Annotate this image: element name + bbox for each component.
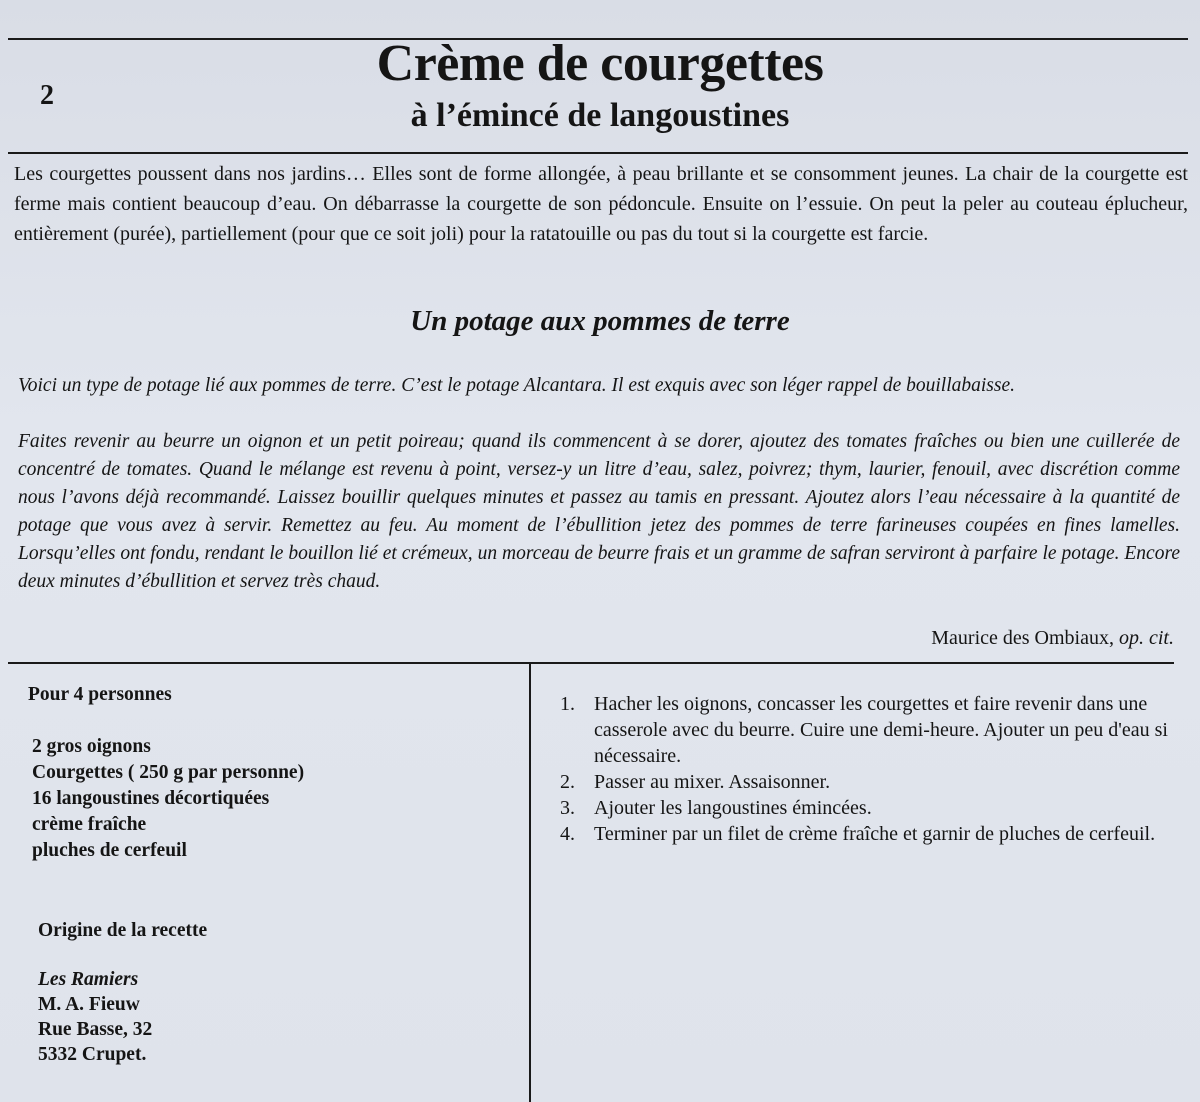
- servings-label: Pour 4 personnes: [28, 684, 172, 705]
- page-subtitle: à l’émincé de langoustines: [410, 97, 790, 134]
- step-text: Terminer par un filet de crème fraîche et garnir de pluches de cerfeuil.: [594, 823, 1156, 845]
- section-rule: [8, 662, 1174, 664]
- step-item: [560, 769, 1174, 795]
- origin-restaurant: Les Ramiers: [38, 969, 139, 990]
- ingredient-item: crème fraîche: [32, 814, 147, 835]
- step-number: 4.: [560, 823, 575, 845]
- step-item: [560, 821, 1174, 847]
- step-item: [560, 795, 1174, 821]
- page-number: 2: [40, 80, 54, 111]
- ingredient-item: pluches de cerfeuil: [32, 840, 187, 861]
- section-title: Un potage aux pommes de terre: [410, 305, 790, 337]
- ingredient-item: Courgettes ( 250 g par personne): [32, 762, 305, 783]
- section-paragraph-1: Voici un type de potage lié aux pommes de terre. C’est le potage Alcantara. Il est exquis avec son léger rappel de bouillabaisse.: [18, 375, 1015, 396]
- citation: [931, 624, 1174, 652]
- citation-reference: op. cit.: [1119, 627, 1174, 649]
- ingredient-item: 16 langoustines décortiquées: [32, 788, 270, 809]
- ingredient-item: 2 gros oignons: [32, 736, 151, 757]
- step-number: 3.: [560, 797, 575, 819]
- steps-list: [560, 691, 1174, 847]
- step-text: Passer au mixer. Assaisonner.: [594, 771, 831, 793]
- step-number: 1.: [560, 693, 575, 715]
- citation-author: Maurice des Ombiaux,: [931, 627, 1114, 649]
- origin-block: [38, 918, 498, 1067]
- column-divider: [529, 663, 531, 1102]
- step-item: [560, 691, 1174, 769]
- step-text: Ajouter les langoustines émincées.: [594, 797, 872, 819]
- intro-paragraph: Les courgettes poussent dans nos jardins… Elles sont de forme allongée, à peau brillante et se consomment jeunes. La chair de la courgette est ferme mais contient beaucoup d’eau. On débarrasse la courgette de son pédoncule. Ensuite on l’essuie. On peut la peler au couteau éplucheur, entièrement (purée), partiellement (pour que ce soit joli) pour la ratatouille ou pas du tout si la courgette est farcie.: [14, 163, 1188, 245]
- title-rule: [8, 152, 1188, 154]
- ingredients-list: [28, 734, 508, 864]
- origin-label: Origine de la recette: [38, 920, 208, 941]
- step-text: Hacher les oignons, concasser les courgettes et faire revenir dans une casserole avec du beurre. Cuire une demi-heure. Ajouter un peu d'eau si nécessaire.: [594, 693, 1168, 767]
- origin-city: 5332 Crupet.: [38, 1044, 147, 1065]
- ingredients-block: [28, 682, 508, 864]
- origin-street: Rue Basse, 32: [38, 1019, 153, 1040]
- origin-chef: M. A. Fieuw: [38, 994, 140, 1015]
- section-paragraph-2: Faites revenir au beurre un oignon et un petit poireau; quand ils commencent à se dorer, ajoutez des tomates fraîches ou bien une cuillerée de concentré de tomates. Quand le mélange est revenu à point, versez-y un litre d’eau, salez, poivrez; thym, laurier, fenouil, avec discrétion comme nous l’avons déjà recommandé. Laissez bouillir quelques minutes et passez au tamis en pressant. Ajoutez alors l’eau nécessaire à la quantité de potage que vous avez à servir. Remettez au feu. Au moment de l’ébullition jetez des pommes de terre farineuses coupées en fines lamelles. Lorsqu’elles ont fondu, rendant le bouillon lié et crémeux, un morceau de beurre frais et un gramme de safran serviront à parfaire le potage. Encore deux minutes d’ébullition et servez très chaud.: [18, 431, 1180, 592]
- page-title: Crème de courgettes: [376, 35, 824, 92]
- step-number: 2.: [560, 771, 575, 793]
